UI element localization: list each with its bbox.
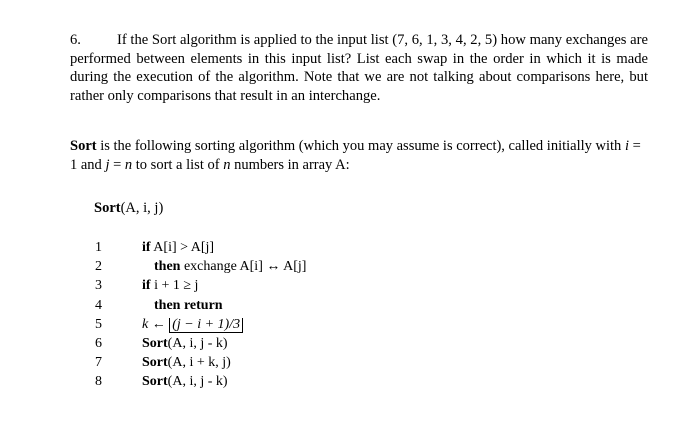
line-body	[142, 276, 198, 295]
desc-text-a: is the following sorting algorithm (which you may assume is correct), called initially with	[96, 138, 625, 154]
algorithm-name: Sort	[70, 138, 97, 154]
question-text-block	[70, 31, 648, 105]
code-rest: exchange A[i] ↔ A[j]	[180, 259, 307, 275]
signature-name: Sort	[94, 200, 121, 216]
desc-text-b: to sort a list of	[132, 156, 224, 173]
line-number: 2	[95, 259, 102, 275]
signature-args: (A, i, j)	[120, 200, 164, 216]
code-keyword: then	[154, 259, 181, 275]
line-body	[142, 353, 231, 372]
line-number: 4	[95, 297, 102, 313]
code-keyword: Sort	[142, 335, 168, 351]
code-rest: (A, i, j - k)	[167, 335, 228, 351]
desc-var-i: i	[624, 138, 629, 154]
desc-text-c: numbers in array A:	[230, 156, 350, 173]
code-prefix: k ←	[142, 316, 170, 332]
code-rest: A[i] > A[j]	[150, 240, 215, 255]
code-keyword: if	[142, 240, 151, 255]
line-number: 1	[95, 240, 102, 255]
code-rest: i + 1 ≥ j	[150, 278, 199, 294]
question-text: If the Sort algorithm is applied to the input list (7, 6, 1, 3, 4, 2, 5) how many exchanges are performed between elements in this input list? List each swap in the order in which it is made during the execution of the algorithm. Note that we are not talking about comparisons here, but rather only comparisons that result in an interchange.	[70, 32, 648, 104]
desc-eq-j: =	[109, 156, 125, 173]
code-rest: (A, i, j - k)	[167, 374, 228, 390]
line-number: 6	[95, 335, 102, 351]
desc-var-j: j	[105, 156, 110, 173]
line-number: 5	[95, 316, 102, 332]
line-body	[142, 372, 228, 391]
line-body	[142, 315, 243, 334]
function-signature	[94, 200, 163, 217]
desc-var-n: n	[124, 156, 133, 173]
line-body	[142, 257, 306, 276]
algorithm-description	[70, 137, 648, 174]
code-keyword: if	[142, 278, 151, 294]
code-rest: (A, i + k, j)	[167, 355, 231, 371]
line-body	[142, 334, 228, 353]
question-block	[70, 31, 648, 105]
line-number: 8	[95, 374, 102, 390]
code-keyword: then return	[154, 297, 223, 313]
desc-eq-i: = 1 and	[70, 138, 641, 173]
floor-expression: (j − i + 1)/3	[169, 318, 243, 333]
line-number: 3	[95, 278, 102, 294]
line-number: 7	[95, 355, 102, 371]
code-keyword: Sort	[142, 374, 168, 390]
desc-var-n2: n	[223, 156, 231, 173]
line-body	[142, 238, 214, 257]
code-keyword: Sort	[142, 355, 168, 371]
line-body	[142, 296, 223, 315]
question-number: 6.	[70, 32, 81, 48]
